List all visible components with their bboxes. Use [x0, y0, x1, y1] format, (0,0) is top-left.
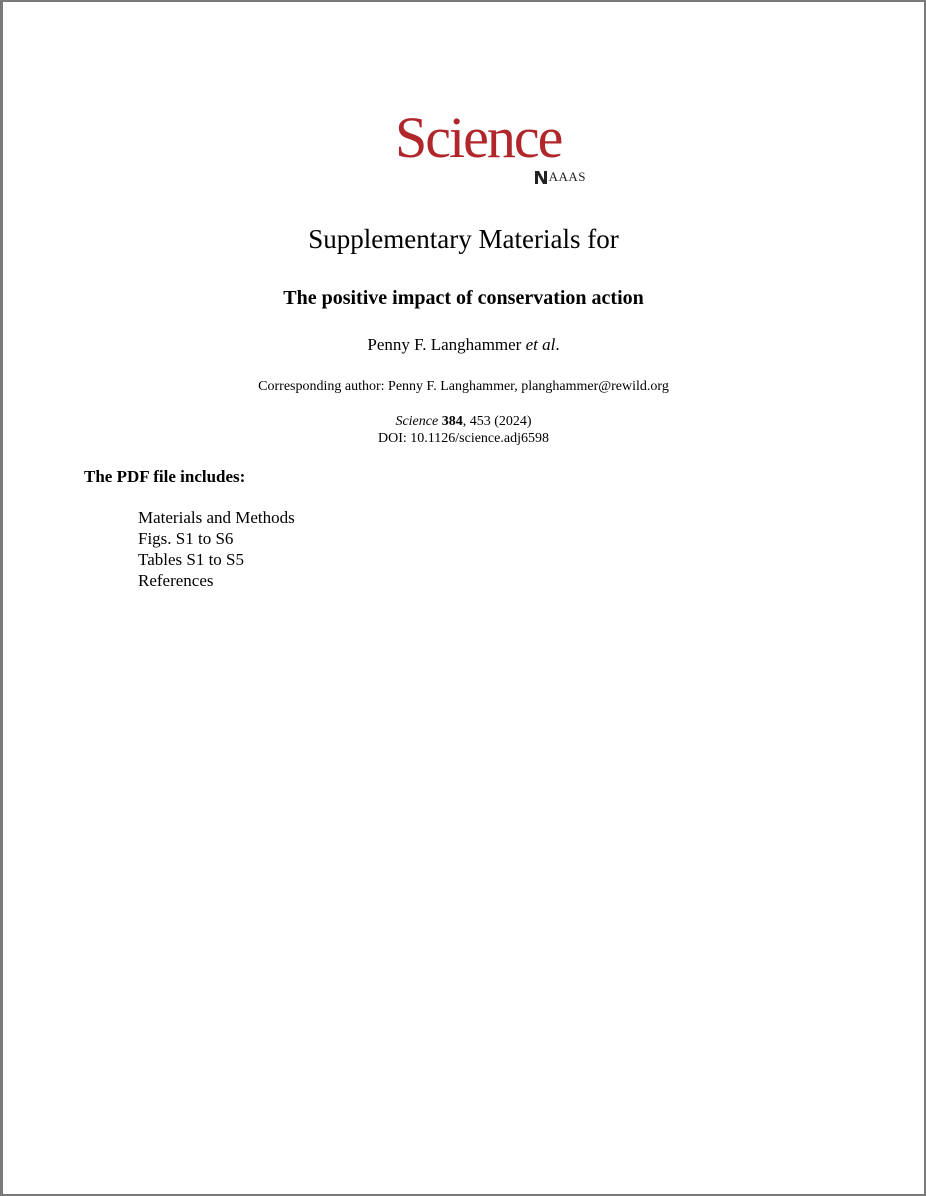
citation-pages-year: , 453 (2024) [462, 414, 532, 429]
aaas-mark-icon [535, 171, 547, 184]
corresponding-author: Corresponding author: Penny F. Langhammer, planghammer@rewild.org [258, 379, 669, 394]
logo-publisher [535, 170, 586, 184]
supplementary-heading: Supplementary Materials for [308, 224, 619, 254]
author-line [3, 334, 924, 356]
author-trailing: . [555, 335, 560, 354]
citation-volume: 384 [441, 414, 463, 429]
list-item: Tables S1 to S5 [138, 550, 245, 569]
citation-journal: Science [395, 414, 439, 429]
list-item: Figs. S1 to S6 [138, 529, 234, 548]
includes-heading: The PDF file includes: [84, 467, 246, 486]
paper-title: The positive impact of conservation action [283, 287, 644, 309]
citation-line [3, 413, 924, 431]
doi-line: DOI: 10.1126/science.adj6598 [378, 431, 549, 446]
author-name: Penny F. Langhammer [367, 335, 522, 354]
science-logo [395, 106, 590, 188]
document-page [3, 2, 924, 1194]
list-item: Materials and Methods [138, 508, 295, 527]
logo-wordmark: Science [395, 105, 562, 170]
author-etal: et al [525, 335, 556, 354]
logo-aaas-text: AAAS [548, 169, 586, 184]
includes-list [138, 507, 295, 591]
list-item: References [138, 571, 214, 590]
